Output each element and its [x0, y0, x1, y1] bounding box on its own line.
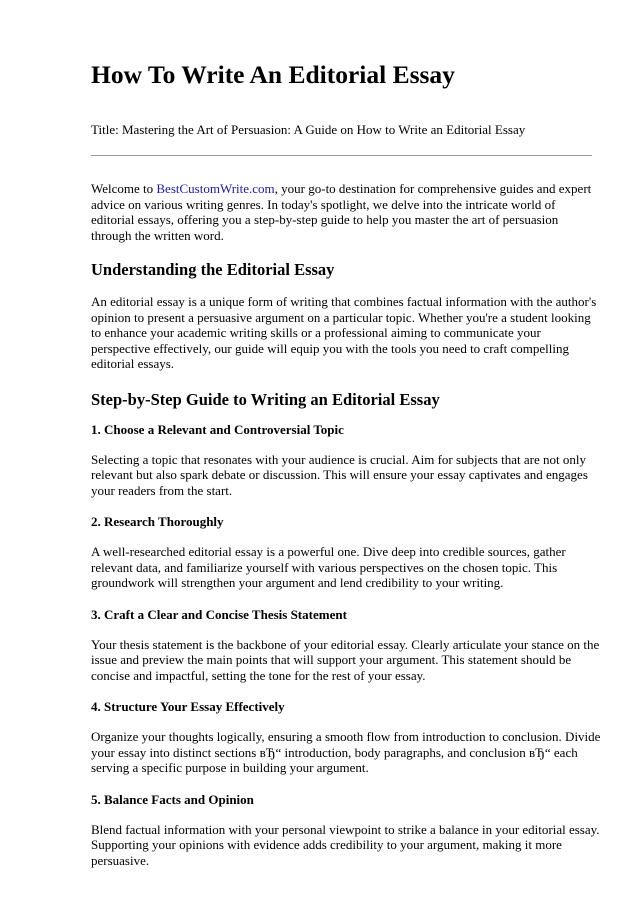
- paragraph-line: persuasive.: [91, 852, 150, 868]
- step-heading-3: 3. Craft a Clear and Concise Thesis Statement: [91, 606, 347, 622]
- section-heading-understanding: Understanding the Editorial Essay: [91, 260, 335, 279]
- paragraph-line: Blend factual information with your personal viewpoint to strike a balance in your editorial essay.: [91, 821, 600, 837]
- document-subtitle: Title: Mastering the Art of Persuasion: A Guide on How to Write an Editorial Essay: [91, 122, 526, 137]
- paragraph-line: relevant data, and familiarize yourself with various perspectives on the chosen topic. This: [91, 559, 558, 575]
- step-paragraph-1: [91, 452, 601, 499]
- paragraph-line: A well-researched editorial essay is a powerful one. Dive deep into credible sources, gather: [91, 544, 566, 559]
- document-title: How To Write An Editorial Essay: [91, 60, 455, 89]
- paragraph-line: concise and impactful, setting the tone for the rest of your essay.: [91, 667, 426, 683]
- paragraph-line: issue and preview the main points that will support your argument. This statement should be: [91, 652, 572, 667]
- paragraph-line: perspective effectively, our guide will equip you with the tools you need to craft compelling: [91, 340, 569, 356]
- intro-line-2: advice on various writing genres. In today's spotlight, we delve into the intricate world of: [91, 196, 556, 212]
- paragraph-line: serving a specific purpose in building your argument.: [91, 760, 369, 775]
- paragraph-line: Organize your thoughts logically, ensuring a smooth flow from introduction to conclusion. Divide: [91, 729, 601, 744]
- intro-paragraph: [91, 181, 601, 243]
- site-link[interactable]: BestCustomWrite.com: [156, 181, 275, 196]
- intro-line-1: , your go-to destination for comprehensive guides and expert: [274, 181, 592, 196]
- intro-line-3: editorial essays, offering you a step-by-step guide to help you master the art of persuasion: [91, 212, 559, 227]
- step-heading-1: 1. Choose a Relevant and Controversial Topic: [91, 421, 344, 437]
- section-heading-guide: Step-by-Step Guide to Writing an Editorial Essay: [91, 389, 440, 409]
- paragraph-line: editorial essays.: [91, 356, 175, 371]
- document-content: [91, 58, 601, 868]
- paragraph-line: Selecting a topic that resonates with your audience is crucial. Aim for subjects that are not only: [91, 451, 586, 467]
- paragraph-line: to enhance your academic writing skills or a professional aiming to communicate your: [91, 325, 541, 340]
- step-heading-5: 5. Balance Facts and Opinion: [91, 791, 254, 807]
- paragraph-line: your readers from the start.: [91, 482, 233, 498]
- intro-text-before-link: Welcome to: [91, 181, 157, 196]
- title-divider: [91, 155, 592, 156]
- step-paragraph-4: [91, 729, 601, 776]
- intro-line-4: through the written word.: [91, 227, 224, 243]
- step-paragraph-5: [91, 822, 601, 869]
- paragraph-line: Supporting your opinions with evidence adds credibility to your argument, making it more: [91, 837, 562, 852]
- step-heading-4: 4. Structure Your Essay Effectively: [91, 699, 285, 714]
- section-paragraph-understanding: [91, 294, 601, 372]
- paragraph-line: opinion to present a persuasive argument on a particular topic. Whether you're a student looking: [91, 309, 591, 325]
- step-heading-2: 2. Research Thoroughly: [91, 514, 224, 529]
- paragraph-line: your essay into distinct sections вЂ“ introduction, body paragraphs, and conclusion вЂ“ each: [91, 744, 578, 760]
- paragraph-line: Your thesis statement is the backbone of your editorial essay. Clearly articulate your stance on the: [91, 636, 600, 652]
- step-paragraph-2: [91, 544, 601, 591]
- paragraph-line: groundwork will strengthen your argument and lend credibility to your writing.: [91, 575, 504, 590]
- paragraph-line: relevant but also spark debate or discussion. This will ensure your essay captivates and engages: [91, 467, 588, 482]
- step-paragraph-3: [91, 637, 601, 684]
- paragraph-line: An editorial essay is a unique form of writing that combines factual information with the author's: [91, 294, 597, 309]
